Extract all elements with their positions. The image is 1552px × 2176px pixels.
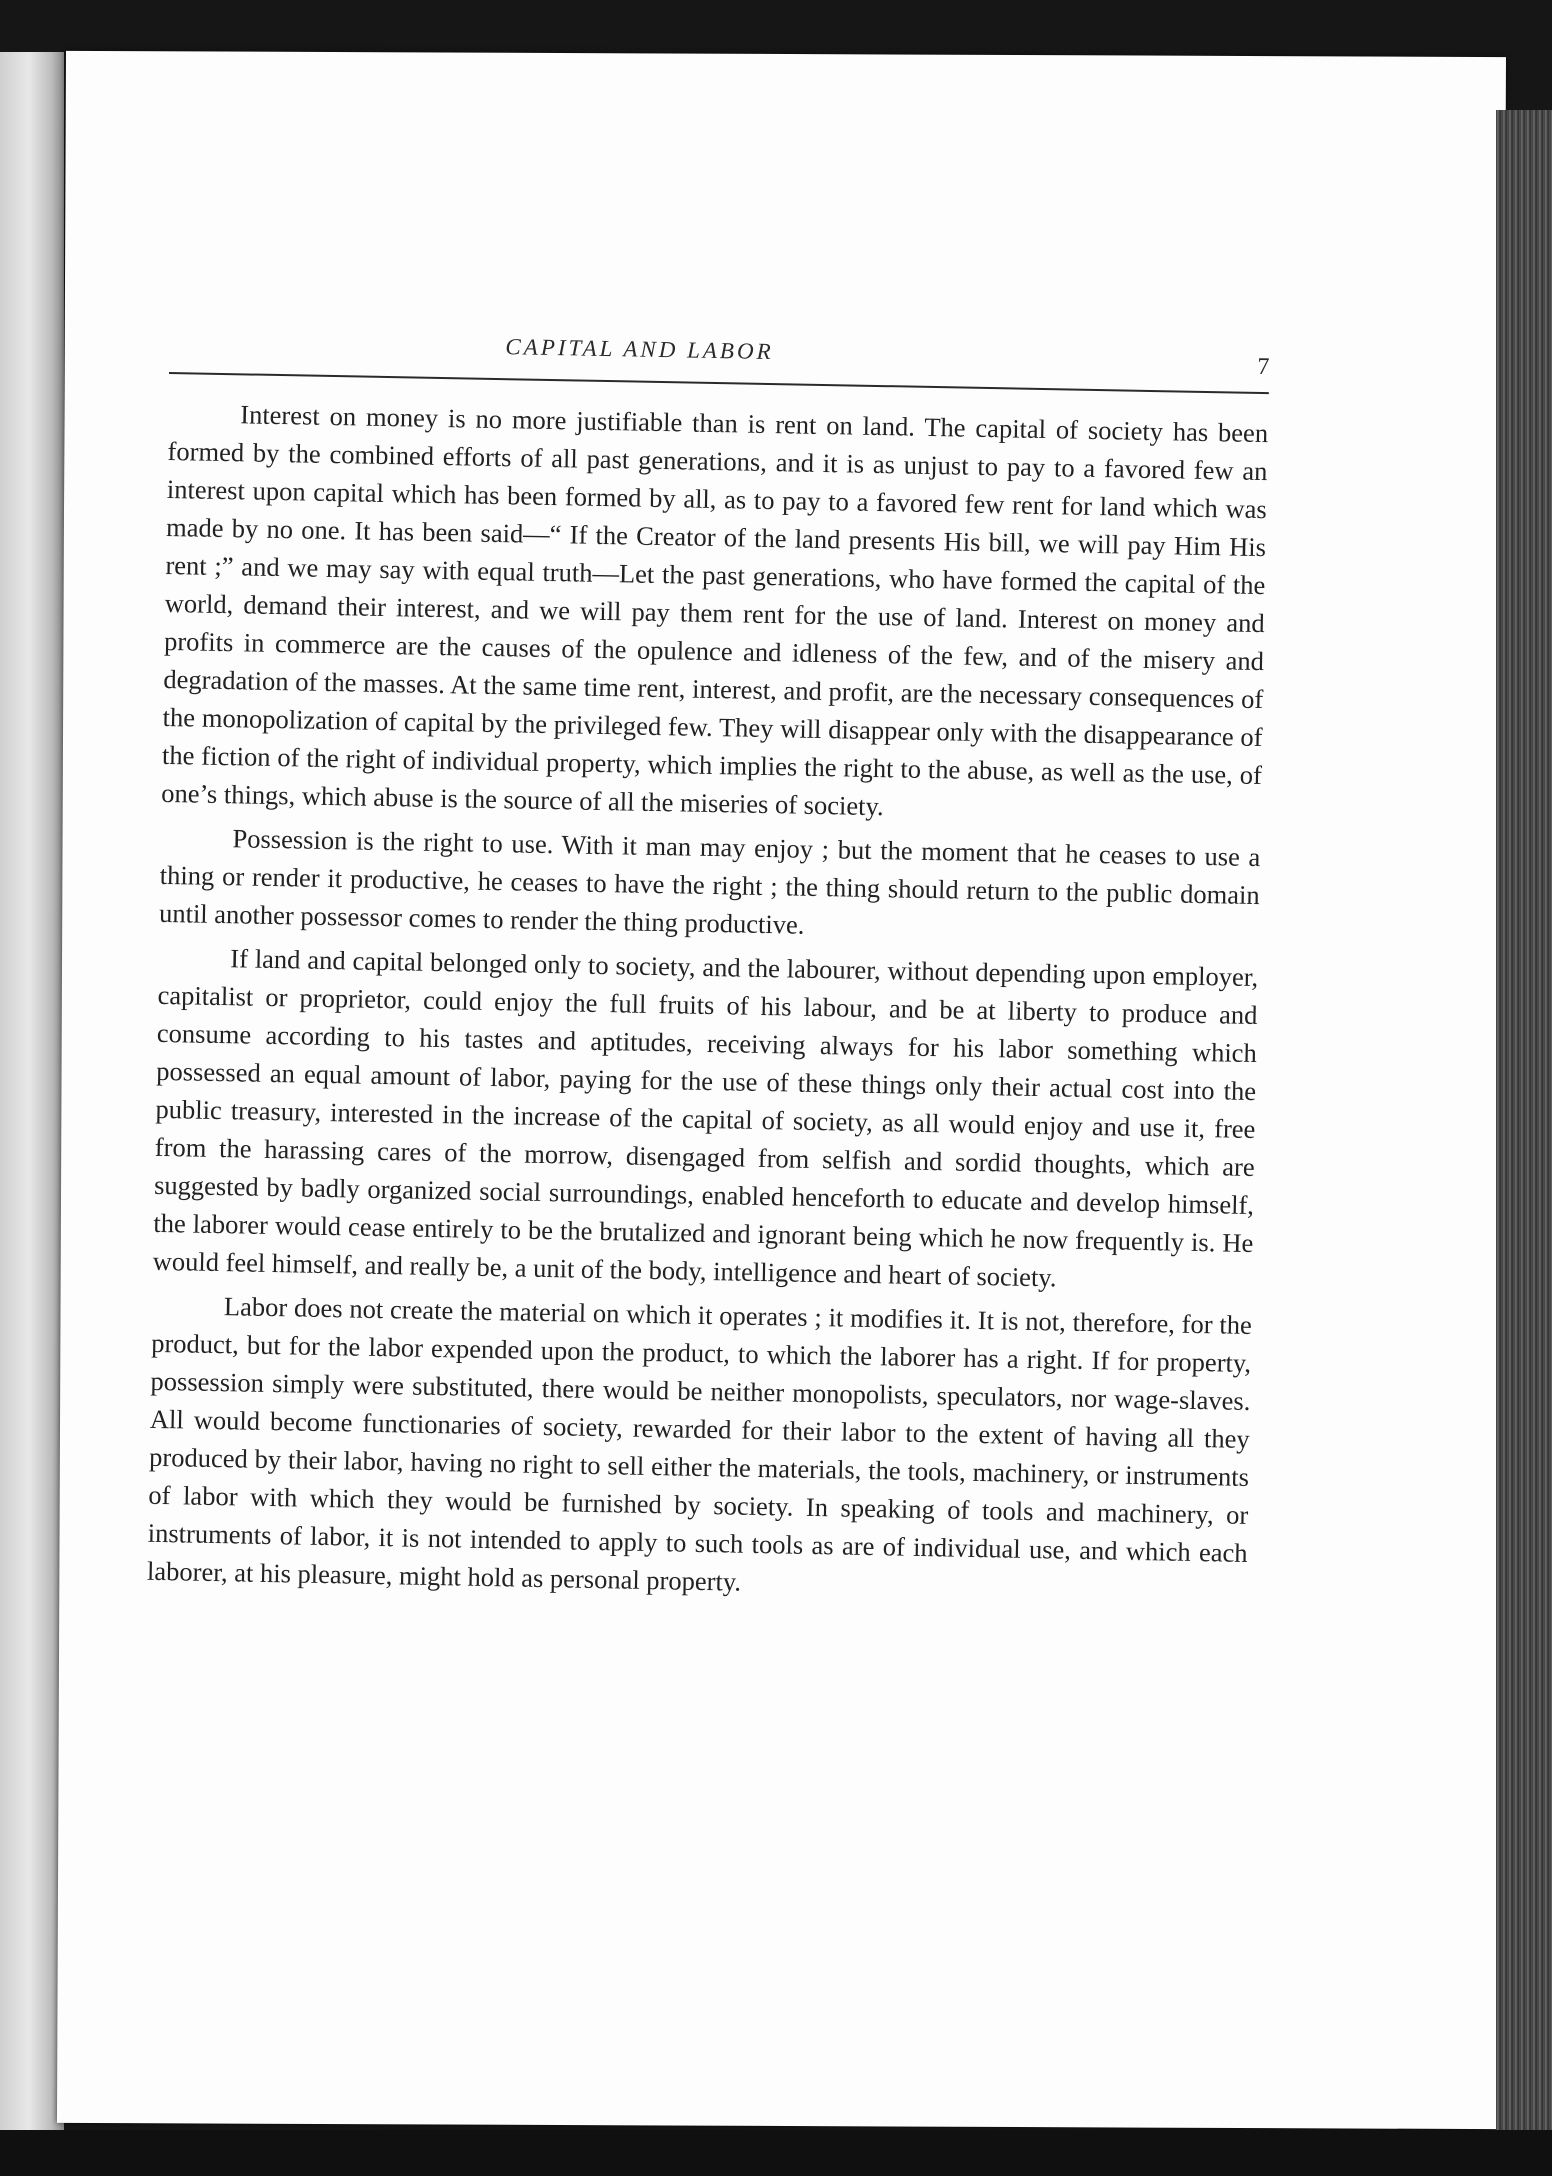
paragraph-land-and-capital: If land and capital belonged only to society, and the labourer, without depending upon employer, capitalist or proprietor, could enjoy the full fruits of his labour, and be at liberty to produce and consume according to his tastes and aptitudes, receiving always for his labor something which possessed an equal amount of labor, paying for the use of these things only their actual cost into the public treasury, interested in the increase of the capital of society, as all would enjoy and use it, free from the harassing cares of the morrow, disengaged from selfish and sordid thoughts, which are suggested by badly organized social surroundings, enabled henceforth to educate and develop himself, the laborer would cease entirely to be the brutalized and ignorant being which he now frequently is. He would feel himself, and really be, a unit of the body, intelligence and heart of society.: [152, 943, 1259, 1293]
running-title: CAPITAL AND LABOR: [505, 334, 774, 365]
scan-bottom-margin: [0, 2130, 1552, 2176]
page-stack-edge: [1496, 110, 1552, 2140]
paragraph-labor: Labor does not create the material on which it operates ; it modifies it. It is not, therefore, for the product, but for the labor expended upon the product, to which the laborer has a right. If for property, possession simply were substituted, there would be neither monopolists, speculators, nor wage-slaves. All would become functionaries of society, rewarded for their labor to the extent of having all they produced by their labor, having no right to sell either the materials, the tools, machinery, or instruments of labor with which they would be furnished by society. In speaking of tools and machinery, or instruments of labor, it is not intended to apply to such tools as are of individual use, and which each laborer, at his pleasure, might hold as personal property.: [146, 1291, 1253, 1597]
facing-page-edge: [0, 52, 64, 2132]
paragraph-possession: Possession is the right to use. With it man may enjoy ; but the moment that he ceases to use a thing or render it productive, he ceases to have the right ; the thing should return to the public domain until another possessor comes to render the thing productive.: [158, 823, 1261, 940]
page-number: 7: [1257, 353, 1270, 381]
page-content: [147, 320, 1270, 1616]
paragraph-interest: Interest on money is no more justifiable than is rent on land. The capital of society has been formed by the combined efforts of all past generations, and it is as unjust to pay to a favored few an interest upon capital which has been formed by all, as to pay to a favored few rent for land which was made by no one. It has been said—“ If the Creator of the land presents His bill, we will pay Him His rent ;” and we may say with equal truth—Let the past generations, who have formed the capital of the world, demand their interest, and we will pay them rent for the use of land. Interest on money and profits in commerce are the causes of the opulence and idleness of the few, and of the misery and degradation of the masses. At the same time rent, interest, and profit, are the necessary consequences of the monopolization of capital by the privileged few. They will disappear only with the disappearance of the fiction of the right of individual property, which implies the right to the abuse, as well as the use, of one’s things, which abuse is the source of all the miseries of society.: [161, 399, 1269, 822]
